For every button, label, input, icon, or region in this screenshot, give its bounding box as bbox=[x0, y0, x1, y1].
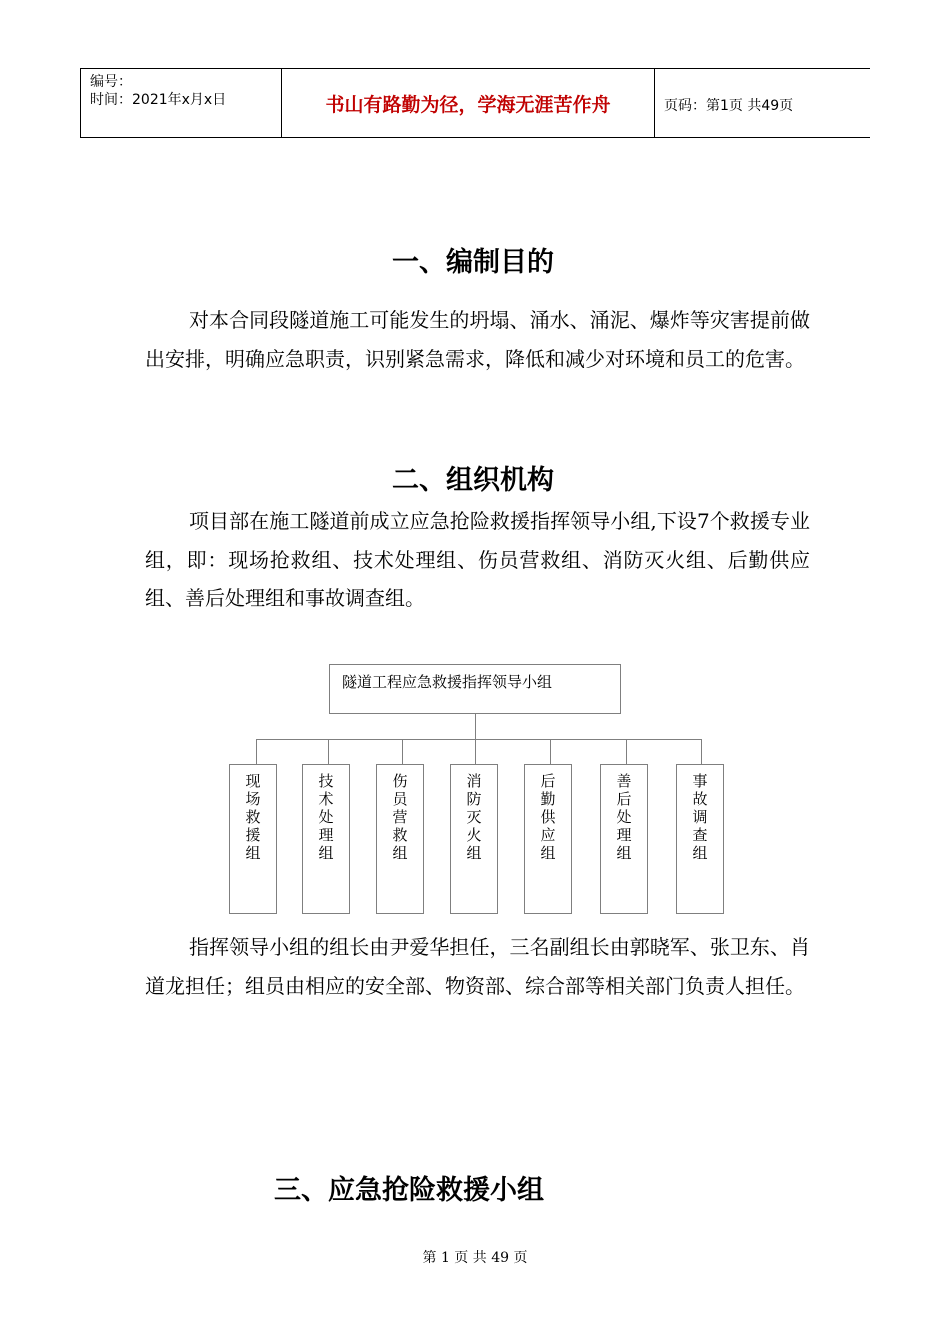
org-group-box bbox=[450, 764, 498, 914]
org-group-label: 技术处理组 bbox=[318, 772, 334, 862]
section-text-1: 对本合同段隧道施工可能发生的坍塌、涌水、涌泥、爆炸等灾害提前做出安排，明确应急职责，识别紧急需求，降低和减少对环境和员工的危害。 bbox=[145, 308, 810, 371]
header-page-info: 页码：第1页 共49页 bbox=[664, 98, 794, 114]
section-title-2: 二、组织机构 bbox=[392, 465, 554, 496]
org-group-box bbox=[524, 764, 572, 914]
section-title-1: 一、编制目的 bbox=[392, 247, 554, 278]
org-group-box bbox=[376, 764, 424, 914]
header-motto: 书山有路勤为径，学海无涯苦作舟 bbox=[325, 93, 611, 116]
org-group-box bbox=[302, 764, 350, 914]
page-footer: 第 1 页 共 49 页 bbox=[422, 1250, 528, 1266]
leaders-text: 指挥领导小组的组长由尹爱华担任，三名副组长由郭晓军、张卫东、肖道龙担任；组员由相应的安全部、物资部、综合部等相关部门负责人担任。 bbox=[145, 935, 810, 998]
org-top-box: 隧道工程应急救援指挥领导小组 bbox=[329, 664, 621, 714]
section-title-3: 三、应急抢险救援小组 bbox=[274, 1175, 544, 1206]
org-group-label: 善后处理组 bbox=[616, 772, 632, 862]
time-label: 时间：2021年x月x日 bbox=[90, 92, 227, 108]
org-connector-horizontal bbox=[256, 739, 701, 740]
header-table bbox=[80, 68, 870, 138]
org-group-box bbox=[600, 764, 648, 914]
org-connector-vertical bbox=[475, 714, 476, 740]
org-group-label: 消防灭火组 bbox=[466, 772, 482, 862]
org-group-box bbox=[229, 764, 277, 914]
header-left bbox=[90, 73, 226, 109]
org-group-label: 后勤供应组 bbox=[540, 772, 556, 862]
org-group-label: 伤员营救组 bbox=[392, 772, 408, 862]
section-text-2: 项目部在施工隧道前成立应急抢险救援指挥领导小组,下设7个救援专业组，即：现场抢救组、技术处理组、伤员营救组、消防灭火组、后勤供应组、善后处理组和事故调查组。 bbox=[145, 509, 810, 610]
code-label: 编号： bbox=[90, 74, 132, 90]
org-group-label: 事故调查组 bbox=[692, 772, 708, 862]
org-group-box bbox=[676, 764, 724, 914]
org-group-label: 现场救援组 bbox=[245, 772, 261, 862]
